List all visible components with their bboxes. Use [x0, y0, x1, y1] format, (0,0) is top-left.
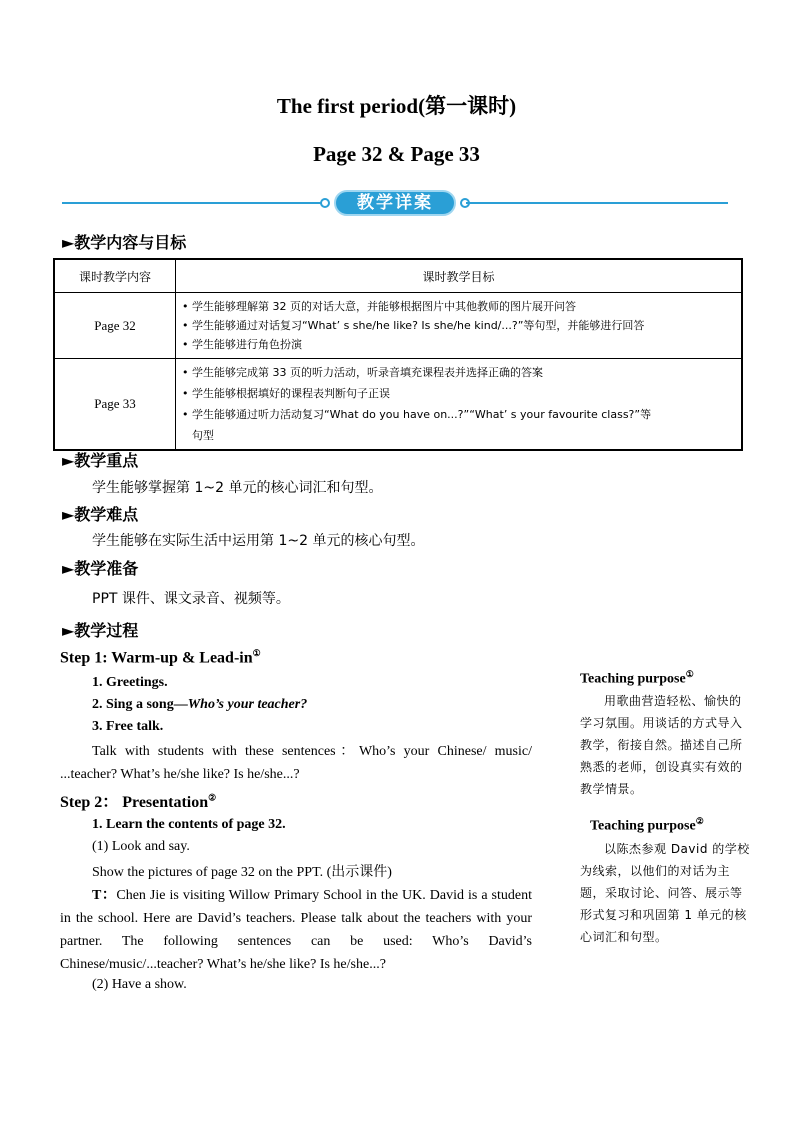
footnote-mark: ② — [208, 792, 217, 803]
heading-key-points: ►教学重点 — [62, 451, 139, 470]
table-header-row — [54, 259, 742, 293]
difficulties-text: 学生能够在实际生活中运用第 1~2 单元的核心句型。 — [92, 533, 425, 549]
step2-teacher-text — [60, 884, 532, 976]
heading-content-goals: ►教学内容与目标 — [62, 233, 187, 252]
banner-dot-left — [320, 198, 330, 208]
sidebar-purpose2-title-text: Teaching purpose — [590, 818, 696, 834]
banner-line-left — [62, 202, 324, 204]
goal-line: • 学生能够通过听力活动复习“What do you have on...?”“What’ s your favourite class?”等 — [182, 408, 652, 421]
page-title: The first period(第一课时) — [276, 94, 517, 118]
banner-label: 教学详案 — [334, 190, 456, 216]
sidebar-purpose2-title — [590, 816, 704, 835]
key-points-text: 学生能够掌握第 1~2 单元的核心词汇和句型。 — [92, 480, 383, 496]
step1-item2 — [92, 697, 307, 713]
footnote-mark: ② — [695, 816, 704, 826]
step2-item1: 1. Learn the contents of page 32. — [92, 817, 286, 832]
table-cell-goals — [176, 293, 743, 359]
section-banner — [62, 188, 728, 218]
footnote-mark: ① — [685, 669, 694, 679]
step2-title-text: Step 2： Presentation — [60, 794, 209, 811]
table-cell-page: Page 33 — [54, 359, 176, 451]
goal-line: • 学生能够进行角色扮演 — [182, 338, 302, 351]
step2-sub1: (1) Look and say. — [92, 839, 190, 854]
sidebar-purpose1-text: 用歌曲营造轻松、愉快的学习氛围。用谈话的方式导入教学，衔接自然。描述自己所熟悉的老师，创设真实有效的教学情景。 — [580, 694, 743, 796]
step1-item1: 1. Greetings. — [92, 675, 168, 690]
table-row — [54, 293, 742, 359]
table-header-goals: 课时教学目标 — [176, 259, 743, 293]
heading-preparation: ►教学准备 — [62, 559, 139, 578]
step1-item3: 3. Free talk. — [92, 719, 164, 734]
goal-line: • 学生能够通过对话复习“What’ s she/he like? Is she/he kind/...?”等句型，并能够进行回答 — [182, 319, 645, 332]
preparation-text: PPT 课件、课文录音、视频等。 — [92, 591, 290, 607]
sidebar-purpose1-title-text: Teaching purpose — [580, 671, 686, 687]
table-cell-page: Page 32 — [54, 293, 176, 359]
step1-title — [60, 648, 261, 667]
step2-show: Show the pictures of page 32 on the PPT. (出示课件) — [92, 865, 392, 880]
sidebar-purpose2-text: 以陈杰参观 David 的学校为线索，以他们的对话为主题，采取讨论、问答、展示等形式复习和巩固第 1 单元的核心词汇和句型。 — [580, 842, 750, 944]
sidebar-purpose1-title — [580, 669, 694, 688]
step1-title-text: Step 1: Warm-up & Lead-in — [60, 649, 253, 667]
heading-difficulties: ►教学难点 — [62, 505, 139, 524]
heading-process: ►教学过程 — [62, 621, 139, 640]
song-title: Who’s your teacher? — [187, 697, 308, 712]
goal-line: • 学生能够根据填好的课程表判断句子正误 — [182, 387, 390, 400]
table-cell-goals — [176, 359, 743, 451]
table-header-content: 课时教学内容 — [54, 259, 176, 293]
page-subtitle: Page 32 & Page 33 — [313, 142, 480, 166]
goal-line: 句型 — [192, 429, 214, 442]
goal-line: • 学生能够理解第 32 页的对话大意，并能够根据图片中其他教师的图片展开问答 — [182, 300, 576, 313]
step1-item2-label: 2. Sing a song— — [92, 697, 188, 712]
step2-title — [60, 789, 216, 812]
table-row — [54, 359, 742, 451]
step1-talk-text: Talk with students with these sentences：Who’s your Chinese/ music/ ...teacher? What’s he/she like? Is he/she...? — [60, 744, 532, 782]
banner-line-right — [466, 202, 728, 204]
goal-line: • 学生能够完成第 33 页的听力活动，听录音填充课程表并选择正确的答案 — [182, 366, 543, 379]
teacher-speech: Chen Jie is visiting Willow Primary School in the UK. David is a student in the school. Here are David’s teachers. Please talk about the teachers with your partner. The following sentences can be used: Who’s David’s Chinese/music/...teacher? What’s he/she like? Is he/she...? — [60, 888, 532, 972]
teacher-label: T： — [92, 888, 117, 903]
step2-sub2: (2) Have a show. — [92, 977, 187, 992]
footnote-mark: ① — [252, 648, 261, 658]
goals-table — [53, 258, 743, 451]
